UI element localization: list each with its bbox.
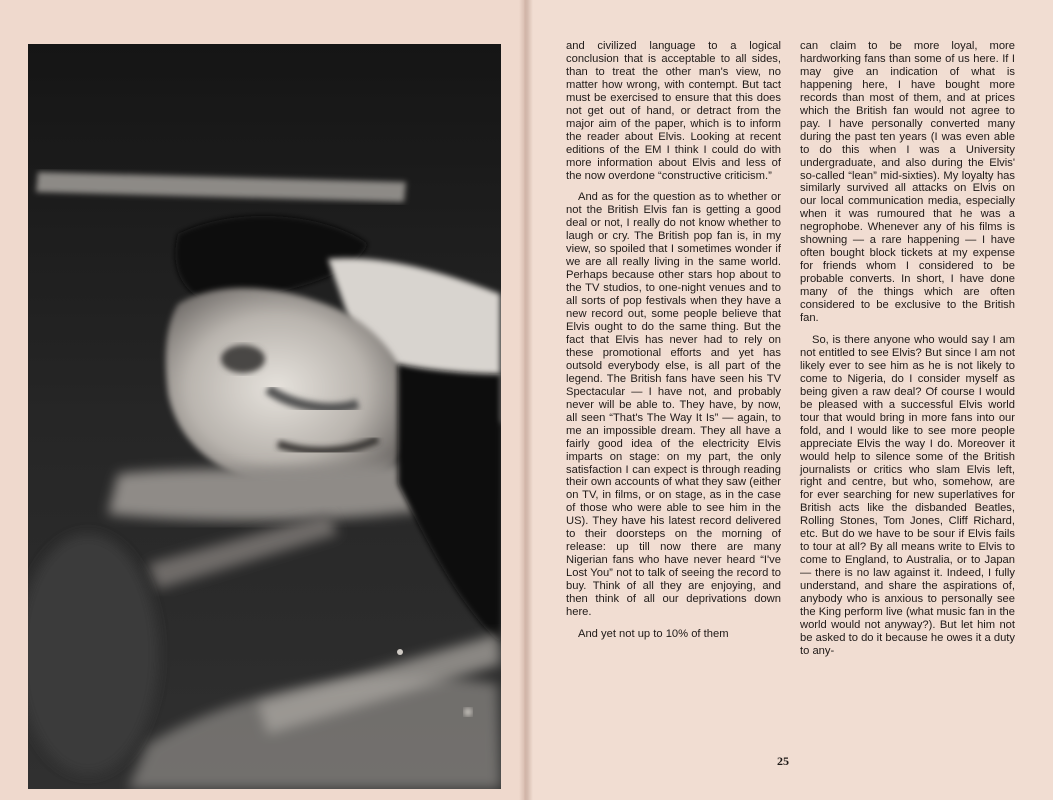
article-column-1 — [566, 40, 781, 641]
col1-paragraph-3: And yet not up to 10% of them — [578, 627, 729, 640]
col1-paragraph-1: and civilized language to a logical conclusion that is acceptable to all sides, than to treat the other man's view, no matter how wrong, with contempt. But tact must be exercised to ensure that this does not get out of hand, or detract from the major aim of the paper, which is to inform the reader about Elvis. Looking at recent editions of the EM I think I could do with more information about Elvis and less of the now overdone “constructive criticism.” — [566, 40, 781, 182]
col2-paragraph-2: So, is there anyone who would say I am not entitled to see Elvis? But since I am not likely ever to see him as he is not likely to come to Nigeria, do I consider myself as being given a raw deal? Of course I would be pleased with a successful Elvis world tour that would bring in more fans into our fold, and I would like to see more people appreciate Elvis the way I do. Moreover it would help to silence some of the British journalists or critics who slam Elvis left, right and centre, but who, somehow, are for ever searching for new superlatives for British acts like the disbanded Beatles, Rolling Stones, Tom Jones, Cliff Richard, etc. But do we have to be sour if Elvis fails to tour at all? By all means write to Elvis to come to England, to Australia, or to Japan — there is no law against it. Indeed, I fully understand, and share the aspirations of, anybody who is anxious to personally see the King perform live (what music fan in the world would not anyway?). But let him not be asked to do it because he owes it a duty to any- — [800, 333, 1015, 657]
article-column-2 — [800, 40, 1015, 658]
left-page — [0, 0, 524, 800]
col2-paragraph-1: can claim to be more loyal, more hardworking fans than some of us here. If I may give an indication of what is happening here, I have bought more records than most of them, and at prices which the British fan would not agree to pay. I have personally converted many during the past ten years (I was even able to do this when I was a University undergraduate, and also during the Elvis' so-called “lean” mid-sixties). My loyalty has similarly survived all attacks on Elvis on our local communication media, especially when it was rumoured that he was a negrophobe. Whenever any of his films is showning — a rare happening — I have often bought block tickets at my expense for friends whom I considered to be probable converts. In short, I have done many of the things which are often considered to be exclusive to the British fan. — [800, 40, 1015, 325]
photo-elvis-reclining — [28, 44, 501, 789]
col1-paragraph-2: And as for the question as to whether or not the British Elvis fan is getting a good deal or not, I really do not know whether to laugh or cry. The British pop fan is, in my view, so spoiled that I sometimes wonder if we are all really living in the same world. Perhaps because other stars hop about to the TV studios, to one-night venues and to all sorts of pop festivals when they have a new record out, some people believe that Elvis ought to do the same thing. But the fact that Elvis has never had to rely on these promotional efforts and yet has outsold everybody else, is all part of the legend. The British fans have seen his TV Spectacular — I have not, and probably never will be able to. They have, by now, all seen “That's The Way It Is” — again, to me an impossible dream. They all have a fairly good idea of the electricity Elvis imparts on stage: on my part, the only satisfaction I can expect is through reading their own accounts of what they saw (either on TV, in films, or on stage, as in the case of those who were able to see him in the US). They have his latest record delivered to their doorsteps on the morning of release: up till now there are many Nigerian fans who have never heard “I've Lost You” not to talk of seeing the record to buy. Think of all they are enjoying, and then think of all our deprivations down here. — [566, 191, 781, 618]
spine-gutter — [519, 0, 533, 800]
page-number: 25 — [777, 754, 789, 768]
photo-image — [28, 44, 501, 789]
